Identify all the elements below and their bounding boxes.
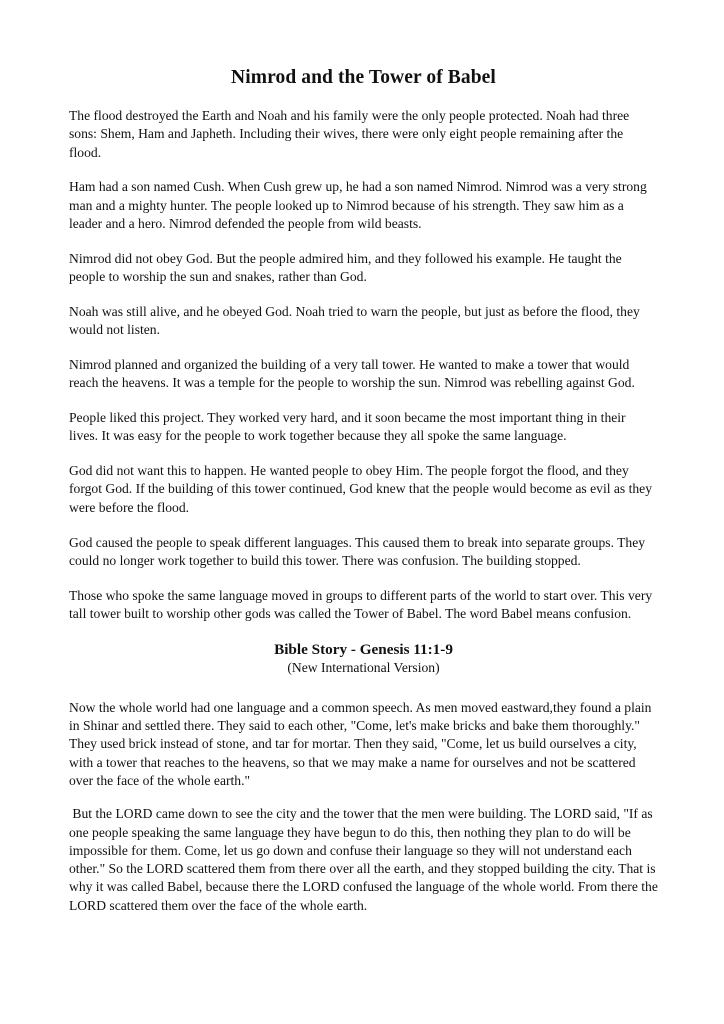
paragraph-4: Noah was still alive, and he obeyed God. Noah tried to warn the people, but just as before the flood, they would not listen. [69,303,640,338]
bible-story-heading: Bible Story - Genesis 11:1-9 [274,640,453,658]
paragraph-2: Ham had a son named Cush. When Cush grew up, he had a son named Nimrod. Nimrod was a very strong man and a mighty hunter. The people looked up to Nimrod because of his strength. They saw him as a leader and a hero. Nimrod defended the people from wild beasts. [69,179,647,231]
paragraph-3: Nimrod did not obey God. But the people admired him, and they followed his example. He taught the people to worship the sun and snakes, rather than God. [69,250,622,285]
bible-story-paragraph-2: But the LORD came down to see the city and the tower that the men were building. The LORD said, "If as one people speaking the same language they have begun to do this, then nothing they plan to do will be impossible for them. Come, let us go down and confuse their language so they will not understand each other." So the LORD scattered them from there over all the earth, and they stopped building the city. That is why it was called Babel, because there the LORD confused the language of the whole world. From there the LORD scattered them over the face of the whole earth. [69,806,662,913]
bible-version-label: (New International Version) [287,659,440,675]
paragraph-9: Those who spoke the same language moved in groups to different parts of the world to start over. This very tall tower built to worship other gods was called the Tower of Babel. The word Babel means confusion. [69,587,653,621]
paragraph-8: God caused the people to speak different languages. This caused them to break into separate groups. They could no longer work together to build this tower. There was confusion. The building stopped. [69,534,646,568]
paragraph-6: People liked this project. They worked very hard, and it soon became the most important thing in their lives. It was easy for the people to work together because they all spoke the same language. [69,410,626,444]
paragraph-1: The flood destroyed the Earth and Noah and his family were the only people protected. Noah had three sons: Shem, Ham and Japheth. Including their wives, there were only eight people remaining after the flood. [69,108,630,160]
paragraph-5: Nimrod planned and organized the building of a very tall tower. He wanted to make a tower that would reach the heavens. It was a temple for the people to worship the sun. Nimrod was rebelling against God. [69,356,635,391]
page-title: Nimrod and the Tower of Babel [231,67,496,88]
bible-story-paragraph-1: Now the whole world had one language and a common speech. As men moved eastward,they found a plain in Shinar and settled there. They said to each other, "Come, let's make bricks and bake them thoroughly." They used brick instead of stone, and tar for mortar. Then they said, "Come, let us build ourselves a city, with a tower that reaches to the heavens, so that we may make a name for ourselves and not be scattered over the face of the whole earth." [69,699,652,788]
paragraph-7: God did not want this to happen. He wanted people to obey Him. The people forgot the flood, and they forgot God. If the building of this tower continued, God knew that the people would become as evil as they were before the flood. [69,463,653,515]
